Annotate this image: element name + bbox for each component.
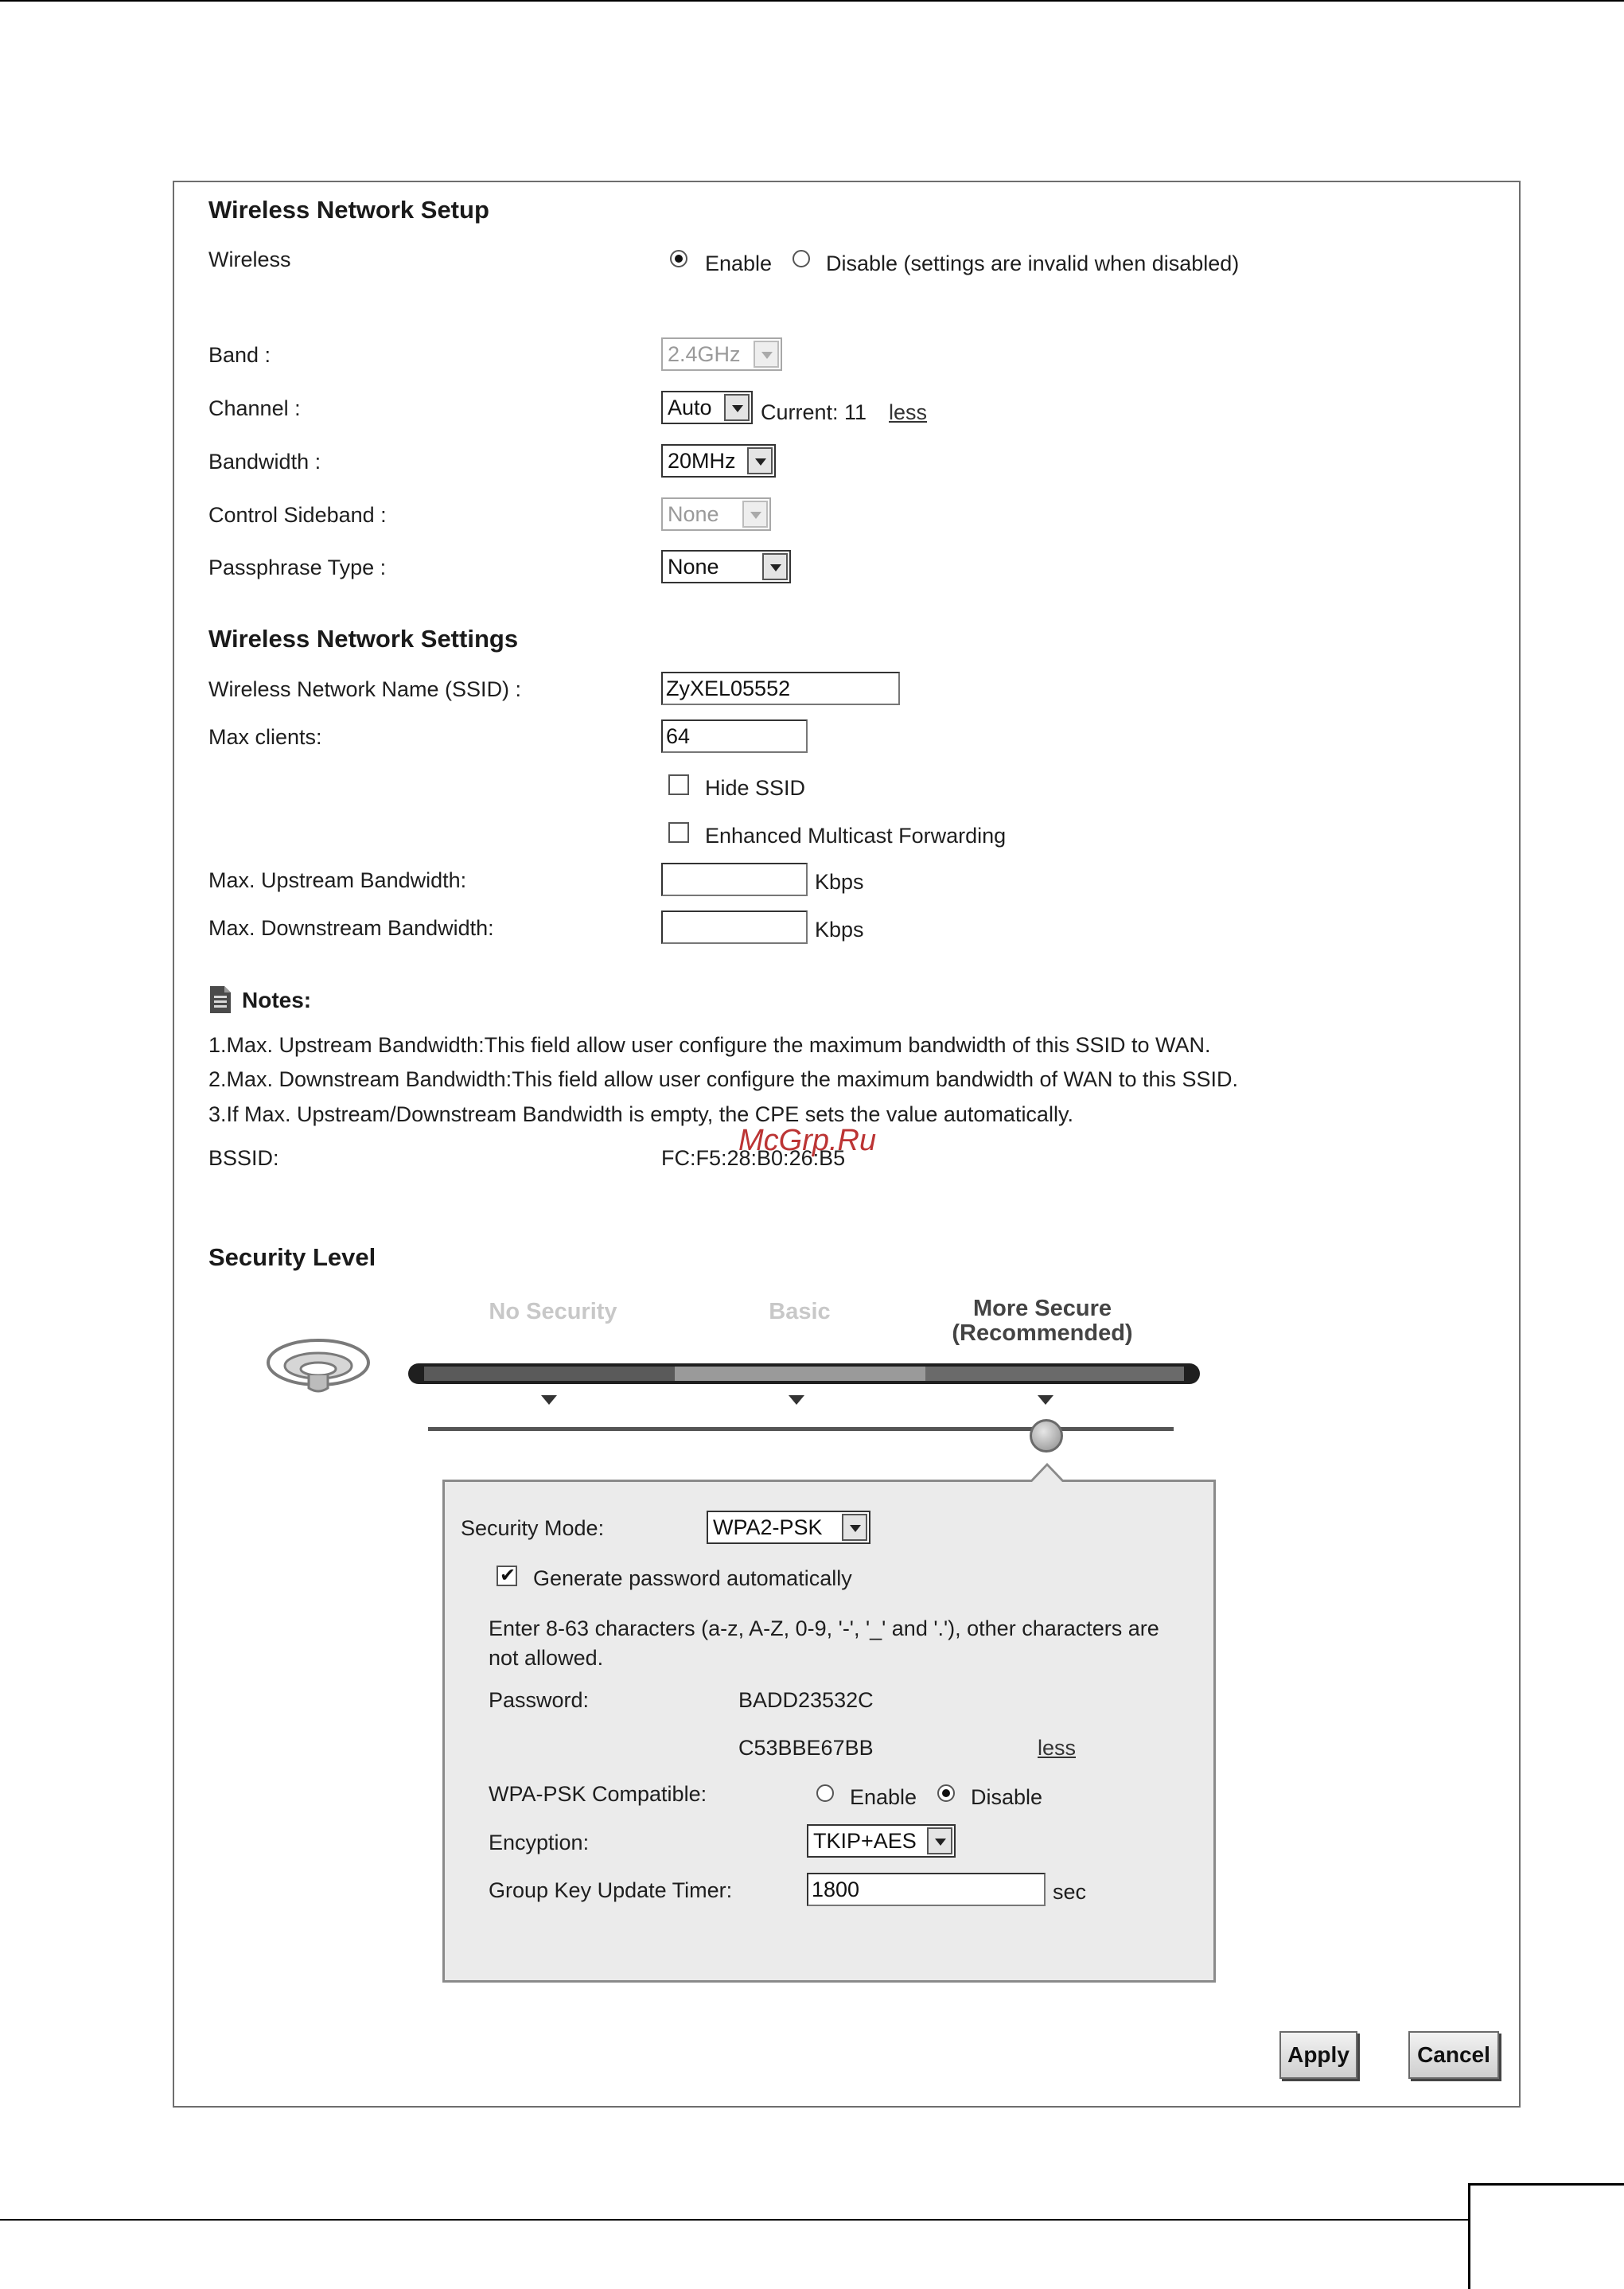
footer-rule: [0, 2219, 1468, 2221]
bandwidth-select[interactable]: [661, 444, 776, 478]
document-icon: [208, 985, 232, 1014]
encryption-value: TKIP+AES: [813, 1829, 917, 1853]
multicast-forwarding-checkbox[interactable]: [668, 822, 689, 843]
password-less-link[interactable]: less: [1038, 1736, 1077, 1760]
bssid-value: FC:F5:28:B0:26:B5: [661, 1146, 846, 1170]
level-basic[interactable]: Basic: [769, 1299, 831, 1324]
multicast-forwarding-label: Enhanced Multicast Forwarding: [705, 824, 1007, 848]
downstream-bandwidth-input[interactable]: [661, 911, 808, 944]
tick-more-secure: [1038, 1395, 1053, 1405]
chevron-down-icon: [747, 447, 773, 474]
wpa-compatible-enable-radio[interactable]: [816, 1784, 834, 1802]
bandwidth-select-value: 20MHz: [668, 449, 736, 473]
upstream-bandwidth-input[interactable]: [661, 863, 808, 896]
segment-basic: [675, 1367, 925, 1381]
generate-password-label: Generate password automatically: [533, 1566, 852, 1590]
password-hint-line1: Enter 8-63 characters (a-z, A-Z, 0-9, '-', '_' and '.'), other characters are: [489, 1616, 1159, 1640]
top-rule: [0, 0, 1624, 2]
passphrase-type-label: Passphrase Type :: [208, 556, 387, 579]
control-sideband-value: None: [668, 502, 719, 526]
encryption-select[interactable]: [807, 1824, 956, 1858]
security-level-heading: Security Level: [208, 1243, 376, 1271]
band-select[interactable]: [661, 337, 782, 371]
password-value-line1: BADD23532C: [738, 1688, 874, 1712]
downstream-bandwidth-label: Max. Downstream Bandwidth:: [208, 916, 494, 940]
level-more-secure[interactable]: More Secure: [972, 1296, 1112, 1321]
security-settings-box: [442, 1480, 1216, 1983]
group-key-timer-input[interactable]: [807, 1873, 1046, 1906]
max-clients-label: Max clients:: [208, 725, 322, 749]
band-label: Band :: [208, 343, 271, 367]
tick-basic: [789, 1395, 804, 1405]
generate-password-checkbox[interactable]: [497, 1566, 517, 1586]
current-channel: Current: 11: [761, 400, 867, 424]
channel-less-link[interactable]: less: [889, 400, 928, 424]
wireless-network-settings-heading: Wireless Network Settings: [208, 625, 519, 653]
encryption-label: Encyption:: [489, 1831, 590, 1854]
segment-more-secure: [925, 1367, 1184, 1381]
security-level-track: [408, 1363, 1200, 1384]
security-mode-label: Security Mode:: [461, 1516, 605, 1540]
control-sideband-label: Control Sideband :: [208, 503, 387, 527]
control-sideband-select[interactable]: [661, 497, 771, 531]
upstream-unit: Kbps: [815, 870, 864, 894]
wireless-enable-radio[interactable]: [670, 250, 687, 267]
wireless-disable-radio[interactable]: [793, 250, 810, 267]
security-mode-value: WPA2-PSK: [713, 1515, 823, 1539]
passphrase-type-value: None: [668, 555, 719, 579]
bssid-label: BSSID:: [208, 1146, 279, 1170]
note-item: 1.Max. Upstream Bandwidth:This field allow user configure the maximum bandwidth of this SSID to WAN.: [208, 1033, 1211, 1057]
channel-select[interactable]: [661, 391, 753, 424]
ssid-input[interactable]: [661, 672, 900, 705]
wpa-compatible-label: WPA-PSK Compatible:: [489, 1782, 707, 1806]
level-recommended: (Recommended): [952, 1320, 1133, 1346]
chevron-down-icon: [762, 553, 788, 580]
wireless-label: Wireless: [208, 248, 291, 271]
upstream-bandwidth-label: Max. Upstream Bandwidth:: [208, 868, 467, 892]
watermark: McGrp.Ru: [738, 1124, 877, 1157]
apply-button[interactable]: Apply: [1279, 2031, 1357, 2079]
password-label: Password:: [489, 1688, 590, 1712]
segment-no-security: [424, 1367, 683, 1381]
note-item: 2.Max. Downstream Bandwidth:This field allow user configure the maximum bandwidth of WAN to this SSID.: [208, 1067, 1239, 1091]
wifi-router-icon: [265, 1331, 372, 1396]
password-hint-line2: not allowed.: [489, 1646, 604, 1670]
bandwidth-label: Bandwidth :: [208, 450, 321, 474]
hide-ssid-checkbox[interactable]: [668, 774, 689, 795]
password-value-line2: C53BBE67BB: [738, 1736, 874, 1760]
wireless-network-setup-heading: Wireless Network Setup: [208, 196, 489, 224]
cancel-button[interactable]: Cancel: [1408, 2031, 1499, 2079]
wpa-compatible-disable-radio[interactable]: [937, 1784, 955, 1802]
box-pointer-inner: [1032, 1466, 1062, 1482]
chevron-down-icon: [724, 394, 750, 421]
ssid-label: Wireless Network Name (SSID) :: [208, 677, 522, 701]
wireless-disable-label: Disable (settings are invalid when disabled): [826, 252, 1240, 275]
passphrase-type-select[interactable]: [661, 550, 791, 583]
level-no-security[interactable]: No Security: [489, 1299, 617, 1324]
downstream-unit: Kbps: [815, 918, 864, 942]
chevron-down-icon: [754, 341, 779, 368]
chevron-down-icon: [742, 501, 768, 528]
channel-select-value: Auto: [668, 396, 712, 419]
wpa-compatible-enable-label: Enable: [850, 1785, 917, 1809]
security-slider-handle[interactable]: [1030, 1419, 1063, 1453]
max-clients-input[interactable]: [661, 719, 808, 753]
group-key-timer-unit: sec: [1053, 1880, 1087, 1904]
band-select-value: 2.4GHz: [668, 342, 741, 366]
chevron-down-icon: [927, 1827, 952, 1854]
channel-label: Channel :: [208, 396, 301, 420]
security-mode-select[interactable]: [707, 1511, 870, 1544]
chevron-down-icon: [842, 1514, 867, 1541]
group-key-timer-label: Group Key Update Timer:: [489, 1878, 733, 1902]
notes-title: Notes:: [242, 988, 312, 1012]
wireless-enable-label: Enable: [705, 252, 773, 275]
page-number-box: [1468, 2183, 1624, 2289]
tick-no-security: [541, 1395, 557, 1405]
note-item: 3.If Max. Upstream/Downstream Bandwidth is empty, the CPE sets the value automatically.: [208, 1102, 1073, 1126]
wpa-compatible-disable-label: Disable: [971, 1785, 1043, 1809]
hide-ssid-label: Hide SSID: [705, 776, 806, 800]
